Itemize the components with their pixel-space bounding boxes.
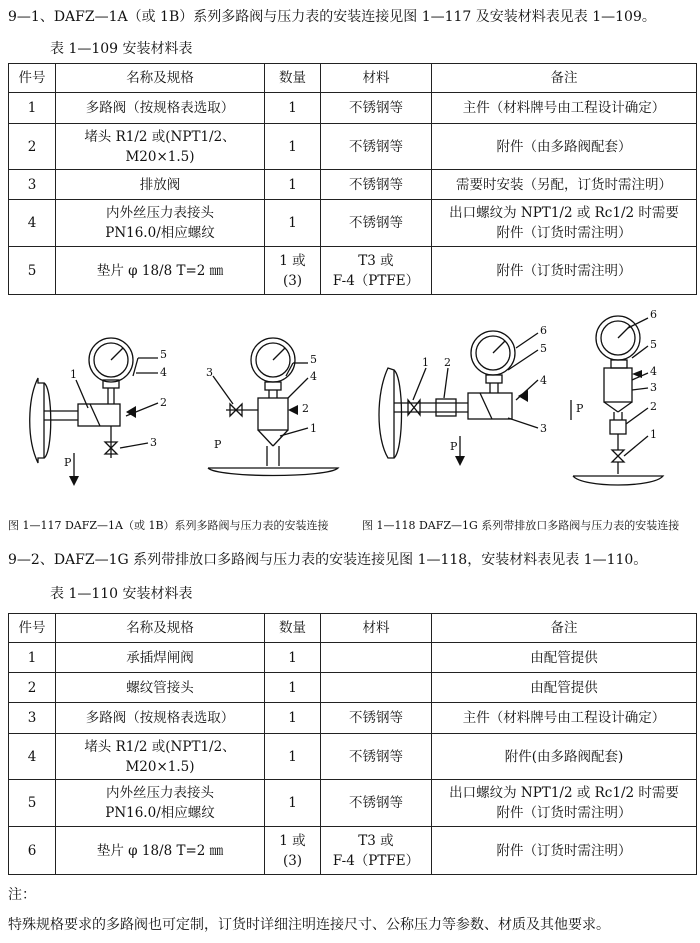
cell-note — [432, 734, 697, 780]
table-header-row — [9, 614, 697, 643]
cell-line: 排放阀 — [139, 176, 181, 193]
fig-label-2c: 2 — [444, 356, 451, 369]
cell-line: 1 — [288, 795, 297, 811]
cell-line: 附件（订货时需注明） — [496, 225, 632, 241]
fig-label-6d: 6 — [650, 308, 657, 321]
cell-line: F-4（PTFE） — [332, 852, 420, 869]
cell-note — [432, 247, 697, 295]
cell-line: F-4（PTFE） — [332, 272, 420, 289]
fig-label-5b: 5 — [310, 353, 317, 366]
material-table-2 — [8, 613, 697, 875]
cell-line: 1 — [288, 100, 297, 116]
cell-note — [432, 93, 697, 124]
cell-line: 附件（由多路阀配套） — [496, 138, 632, 155]
cell-line: 垫片 φ 18/8 T=2 ㎜ — [96, 262, 224, 279]
cell-qty — [265, 643, 321, 673]
vessel-wall-shape-2 — [379, 368, 394, 458]
cell-line: 承插焊闸阀 — [126, 649, 194, 666]
cell-qty — [265, 827, 321, 875]
cell-note — [432, 827, 697, 875]
cell-line: 1 — [288, 138, 297, 155]
cell-line: 1 或 — [279, 252, 306, 269]
cell-name — [56, 827, 265, 875]
vessel-wall-shape — [30, 378, 44, 463]
cell-line: 1 或 — [279, 832, 306, 849]
table-row — [9, 124, 697, 170]
column-header: 数量 — [265, 64, 321, 93]
cell-line: 主件（材料牌号由工程设计确定） — [462, 100, 666, 116]
cell-line: 5 — [27, 262, 37, 279]
fig-label-pc: P — [450, 440, 458, 453]
cell-line: 附件（订货时需注明） — [496, 805, 632, 821]
cell-line: 不锈钢等 — [349, 100, 403, 116]
cell-mat — [321, 703, 432, 734]
table-row — [9, 170, 697, 200]
cell-mat — [321, 827, 432, 875]
cell-line: 内外丝压力表接头 — [106, 785, 214, 801]
cell-line: (3) — [282, 852, 303, 869]
cell-name — [56, 247, 265, 295]
fig-label-1b: 1 — [310, 422, 317, 435]
table-header-row — [9, 64, 697, 93]
fig-label-6c: 6 — [540, 324, 547, 337]
column-header: 数量 — [265, 614, 321, 643]
cell-line: 2 — [27, 679, 37, 696]
cell-qty — [265, 734, 321, 780]
cell-name — [56, 703, 265, 734]
cell-mat — [321, 124, 432, 170]
column-header: 备注 — [432, 614, 697, 643]
cell-no — [9, 703, 56, 734]
cell-name — [56, 200, 265, 247]
cell-name — [56, 734, 265, 780]
cell-qty — [265, 124, 321, 170]
fig-label-pd: P — [576, 402, 584, 415]
table-row — [9, 673, 697, 703]
arrow-head-2 — [69, 476, 79, 486]
fig-label-3d: 3 — [650, 381, 657, 394]
cell-no — [9, 780, 56, 827]
cell-line: 垫片 φ 18/8 T=2 ㎜ — [96, 842, 224, 859]
table-1-caption: 表 1—109 安装材料表 — [50, 41, 193, 57]
fig-label-3a: 3 — [150, 436, 157, 449]
cell-qty — [265, 170, 321, 200]
table-row — [9, 93, 697, 124]
figure-1-117-caption: 图 1—117 DAFZ—1A（或 1B）系列多路阀与压力表的安装连接 — [8, 519, 329, 532]
cell-line: 1 — [288, 710, 297, 726]
cell-line: PN16.0/相应螺纹 — [105, 805, 215, 821]
cell-note — [432, 780, 697, 827]
cell-line: 5 — [27, 795, 37, 811]
cell-line: 出口螺纹为 NPT1/2 或 Rc1/2 时需要 — [449, 205, 679, 221]
cell-line: 堵头 R1/2 或(NPT1/2、 — [84, 128, 236, 145]
cell-line: 不锈钢等 — [349, 748, 403, 765]
fig-label-3b: 3 — [206, 366, 213, 379]
cell-no — [9, 170, 56, 200]
cell-line: 不锈钢等 — [349, 215, 403, 231]
cell-note — [432, 703, 697, 734]
cell-no — [9, 124, 56, 170]
installation-figures — [8, 308, 692, 512]
cell-mat — [321, 734, 432, 780]
cell-line: 1 — [27, 649, 37, 666]
cell-no — [9, 827, 56, 875]
cell-note — [432, 124, 697, 170]
fig-label-3c: 3 — [540, 422, 547, 435]
table-row — [9, 643, 697, 673]
cell-name — [56, 780, 265, 827]
cell-line: 6 — [27, 842, 37, 859]
cell-mat — [321, 643, 432, 673]
cell-line: 不锈钢等 — [349, 795, 403, 811]
cell-no — [9, 643, 56, 673]
cell-line: 4 — [27, 215, 37, 231]
cell-note — [432, 643, 697, 673]
table-row — [9, 734, 697, 780]
cell-no — [9, 93, 56, 124]
cell-line: M20×1.5) — [125, 758, 195, 775]
column-header: 备注 — [432, 64, 697, 93]
installation-diagrams-svg — [8, 308, 692, 508]
fig-label-pb: P — [214, 438, 222, 451]
cell-line: 出口螺纹为 NPT1/2 或 Rc1/2 时需要 — [449, 785, 679, 801]
cell-line: (3) — [282, 272, 303, 289]
cell-line: 3 — [27, 710, 37, 726]
cell-line: 2 — [27, 138, 37, 155]
cell-line: 不锈钢等 — [349, 710, 403, 726]
cell-line: 附件（订货时需注明） — [496, 262, 632, 279]
cell-mat — [321, 93, 432, 124]
cell-note — [432, 200, 697, 247]
cell-line: M20×1.5) — [125, 148, 195, 165]
cell-line: 1 — [288, 748, 297, 765]
table-row — [9, 780, 697, 827]
cell-line: 1 — [288, 176, 297, 193]
cell-mat — [321, 200, 432, 247]
cell-name — [56, 170, 265, 200]
cell-line: 由配管提供 — [530, 679, 598, 696]
cell-no — [9, 734, 56, 780]
cell-mat — [321, 170, 432, 200]
cell-no — [9, 247, 56, 295]
cell-line: 1 — [288, 215, 297, 231]
cell-no — [9, 673, 56, 703]
cell-line: 多路阀（按规格表选取） — [85, 710, 235, 726]
cell-line: 1 — [288, 679, 297, 696]
cell-line: 内外丝压力表接头 — [106, 205, 214, 221]
cell-no — [9, 200, 56, 247]
cell-qty — [265, 247, 321, 295]
fig-label-5d: 5 — [650, 338, 657, 351]
cell-name — [56, 673, 265, 703]
fig-label-5c: 5 — [540, 342, 547, 355]
cell-line: 主件（材料牌号由工程设计确定） — [462, 710, 666, 726]
cell-note — [432, 673, 697, 703]
fig-label-4a: 4 — [160, 366, 167, 379]
cell-line: 附件（订货时需注明） — [496, 842, 632, 859]
cell-name — [56, 93, 265, 124]
cell-name — [56, 643, 265, 673]
fig-label-pa: P — [64, 456, 72, 469]
arrow-head-1 — [126, 406, 136, 418]
cell-line: 不锈钢等 — [349, 176, 403, 193]
fig-label-1c: 1 — [422, 356, 429, 369]
figure-1-118-caption: 图 1—118 DAFZ—1G 系列带排放口多路阀与压力表的安装连接 — [362, 519, 680, 532]
table-row — [9, 703, 697, 734]
table-2-caption: 表 1—110 安装材料表 — [50, 586, 193, 602]
cell-qty — [265, 93, 321, 124]
cell-line: T3 或 — [358, 832, 394, 849]
cell-name — [56, 124, 265, 170]
fig-label-1a: 1 — [70, 368, 77, 381]
cell-line: 4 — [27, 748, 37, 765]
cell-mat — [321, 780, 432, 827]
cell-line: 螺纹管接头 — [126, 679, 194, 696]
cell-line: 附件(由多路阀配套) — [504, 748, 624, 765]
fig-label-4d: 4 — [650, 365, 657, 378]
cell-line: 多路阀（按规格表选取） — [85, 100, 235, 116]
cell-line: 1 — [27, 100, 37, 116]
cell-line: T3 或 — [358, 252, 394, 269]
column-header: 材料 — [321, 614, 432, 643]
cell-qty — [265, 200, 321, 247]
column-header: 材料 — [321, 64, 432, 93]
cell-line: 不锈钢等 — [349, 138, 403, 155]
cell-line: 1 — [288, 649, 297, 666]
column-header: 名称及规格 — [56, 64, 265, 93]
cell-line: 由配管提供 — [530, 649, 598, 666]
fig-label-1d: 1 — [650, 428, 657, 441]
table-row — [9, 200, 697, 247]
table-row — [9, 827, 697, 875]
column-header: 件号 — [9, 64, 56, 93]
fig-label-2d: 2 — [650, 400, 657, 413]
intro-paragraph-1: 9—1、DAFZ—1A（或 1B）系列多路阀与压力表的安装连接见图 1—117 及安装材料表见表 1—109。 — [8, 9, 656, 25]
fig-label-2a: 2 — [160, 396, 167, 409]
cell-line: PN16.0/相应螺纹 — [105, 225, 215, 241]
note-text: 特殊规格要求的多路阀也可定制，订货时详细注明连接尺寸、公称压力等参数、材质及其他要求。 — [8, 917, 610, 933]
material-table-1 — [8, 63, 697, 295]
cell-qty — [265, 673, 321, 703]
fig-label-2b: 2 — [302, 402, 309, 415]
column-header: 名称及规格 — [56, 614, 265, 643]
cell-line: 需要时安装（另配，订货时需注明） — [456, 176, 672, 193]
note-label: 注： — [8, 887, 36, 903]
fig-label-4c: 4 — [540, 374, 547, 387]
cell-qty — [265, 703, 321, 734]
column-header: 件号 — [9, 614, 56, 643]
cell-qty — [265, 780, 321, 827]
cell-mat — [321, 247, 432, 295]
fig-label-5a: 5 — [160, 348, 167, 361]
cell-mat — [321, 673, 432, 703]
fig-label-4b: 4 — [310, 370, 317, 383]
cell-line: 堵头 R1/2 或(NPT1/2、 — [84, 738, 236, 755]
cell-line: 3 — [27, 176, 37, 193]
table-row — [9, 247, 697, 295]
intro-paragraph-2: 9—2、DAFZ—1G 系列带排放口多路阀与压力表的安装连接见图 1—118，安装材料表见表 1—110。 — [8, 552, 648, 568]
cell-note — [432, 170, 697, 200]
